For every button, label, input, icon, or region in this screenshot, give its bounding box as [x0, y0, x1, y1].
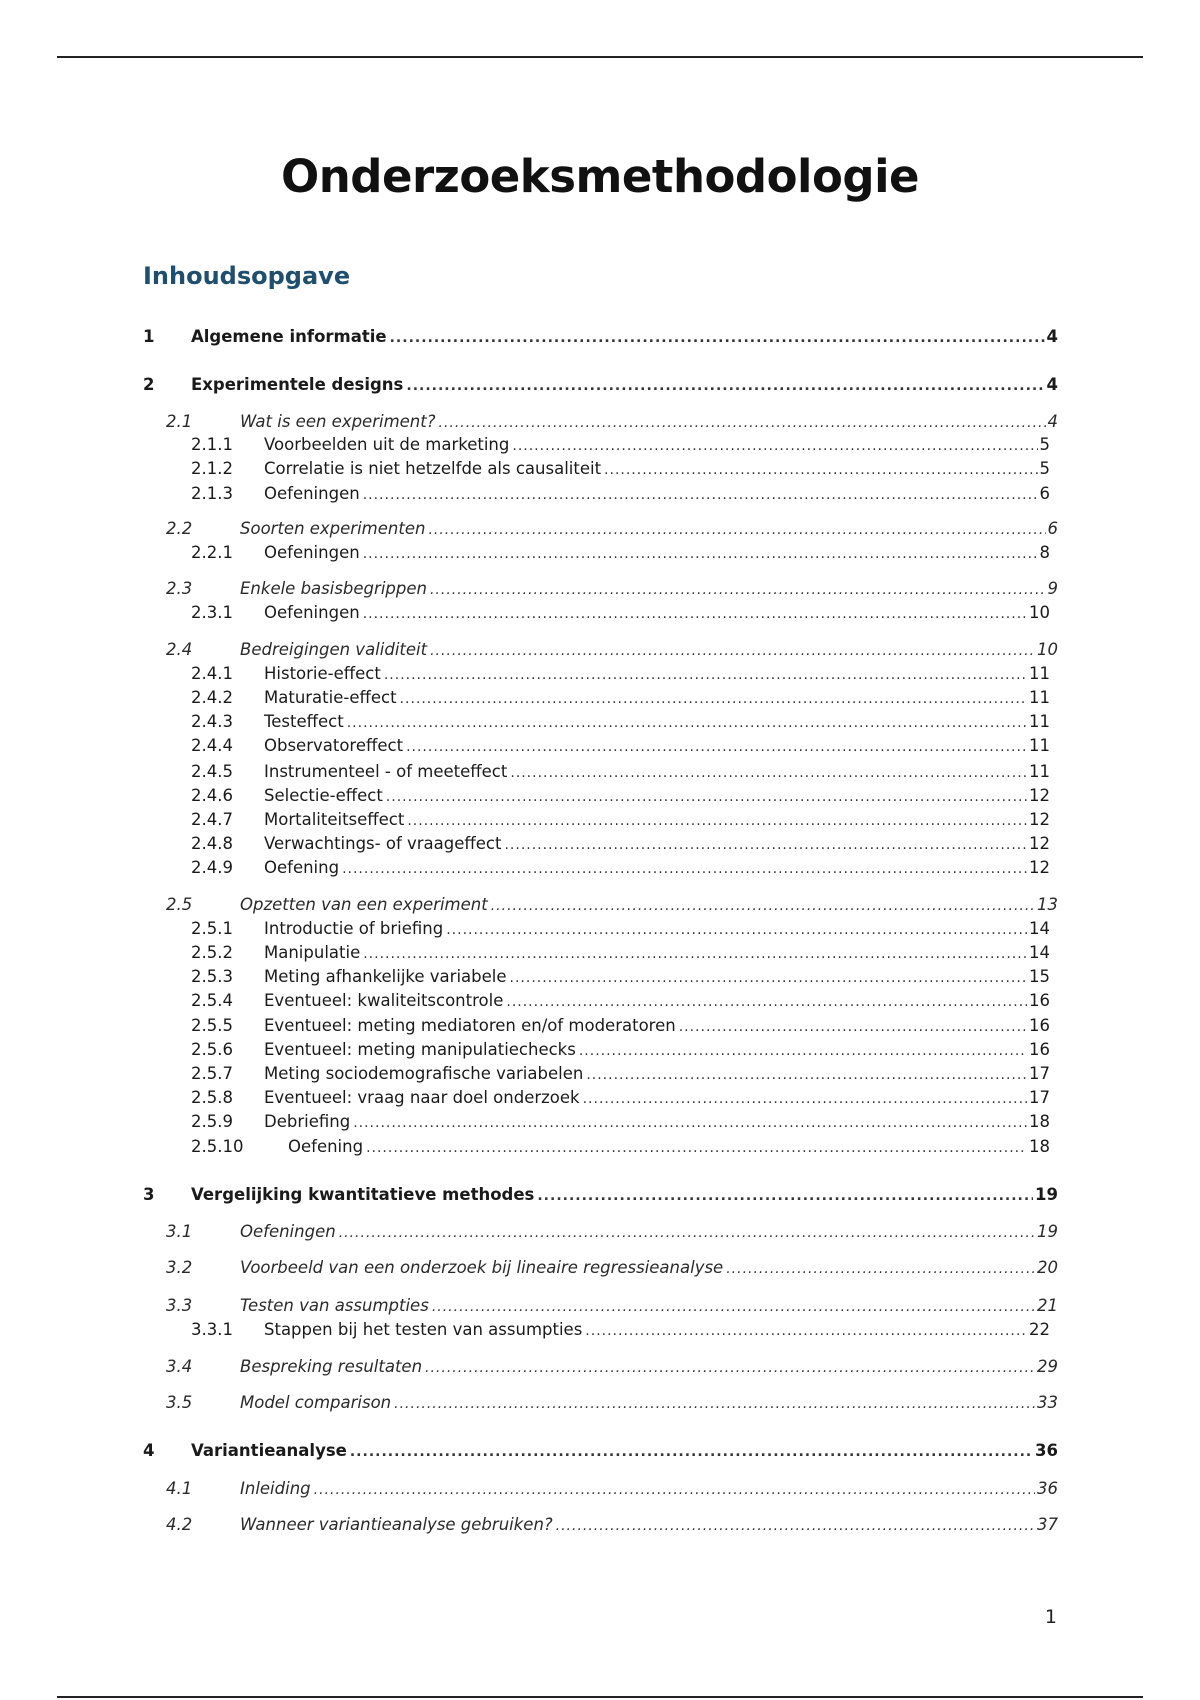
toc-entry-line: [264, 941, 1050, 966]
toc-dot-leader: [491, 894, 1035, 918]
toc-dot-leader: [504, 833, 1027, 857]
toc-entry-title: Verwachtings- of vraageffect: [264, 834, 502, 853]
toc-entry-title: Instrumenteel - of meeteffect: [264, 762, 508, 781]
toc-entry-page: 16: [1029, 1040, 1050, 1059]
toc-entry[interactable]: [0, 734, 1200, 758]
toc-entry-line: [240, 893, 1058, 918]
toc-entry-page: 14: [1029, 919, 1050, 938]
toc-entry-page: 9: [1047, 579, 1058, 598]
toc-entry-number: 2.2.1: [191, 543, 233, 562]
toc-dot-leader: [339, 1221, 1035, 1245]
toc-entry-page: 18: [1029, 1137, 1050, 1156]
toc-dot-leader: [384, 663, 1027, 687]
toc-entry-number: 2.5: [166, 895, 193, 914]
toc-entry-page: 12: [1029, 810, 1050, 829]
toc-entry-number: 2.5.6: [191, 1040, 233, 1059]
toc-entry[interactable]: [0, 1355, 1200, 1379]
toc-dot-leader: [537, 1184, 1033, 1208]
toc-entry-number: 3.3: [166, 1296, 193, 1315]
toc-dot-leader: [386, 785, 1027, 809]
toc-entry-number: 2.5.1: [191, 919, 233, 938]
toc-entry[interactable]: [0, 373, 1200, 397]
toc-entry-number: 2.4.2: [191, 688, 233, 707]
toc-entry-title: Debriefing: [264, 1112, 351, 1131]
toc-entry-page: 14: [1029, 943, 1050, 962]
toc-entry-line: [264, 832, 1050, 857]
toc-entry-number: 2.4: [166, 640, 193, 659]
toc-entry[interactable]: [0, 1135, 1200, 1159]
toc-entry[interactable]: [0, 1062, 1200, 1086]
toc-entry-page: 20: [1037, 1258, 1058, 1277]
toc-entry-title: Bedreigingen validiteit: [240, 640, 428, 659]
toc-entry-title: Oefeningen: [264, 484, 360, 503]
toc-entry-number: 2.3.1: [191, 603, 233, 622]
toc-entry-page: 17: [1029, 1088, 1050, 1107]
toc-entry[interactable]: [0, 832, 1200, 856]
toc-entry[interactable]: [0, 482, 1200, 506]
toc-entry-line: [264, 1014, 1050, 1039]
toc-entry-title: Eventueel: meting mediatoren en/of moderatoren: [264, 1016, 676, 1035]
toc-dot-leader: [366, 1136, 1027, 1160]
toc-dot-leader: [400, 687, 1027, 711]
toc-entry-page: 11: [1029, 664, 1050, 683]
toc-entry-number: 2.4.9: [191, 858, 233, 877]
toc-entry[interactable]: [0, 893, 1200, 917]
toc-entry-line: [264, 482, 1050, 507]
toc-entry-line: [264, 541, 1050, 566]
toc-dot-leader: [428, 518, 1045, 542]
toc-entry-number: 2.3: [166, 579, 193, 598]
toc-entry-page: 4: [1046, 375, 1058, 394]
toc-dot-leader: [406, 735, 1027, 759]
toc-entry-page: 8: [1039, 543, 1050, 562]
toc-entry[interactable]: [0, 541, 1200, 565]
toc-entry[interactable]: [0, 1014, 1200, 1038]
toc-entry[interactable]: [0, 1110, 1200, 1134]
toc-entry-title: Enkele basisbegrippen: [240, 579, 427, 598]
toc-entry-title: Historie-effect: [264, 664, 381, 683]
toc-dot-leader: [407, 809, 1027, 833]
toc-dot-leader: [506, 990, 1027, 1014]
toc-dot-leader: [342, 857, 1027, 881]
toc-entry-title: Meting afhankelijke variabele: [264, 967, 507, 986]
toc-dot-leader: [439, 411, 1046, 435]
toc-entry-line: [264, 808, 1050, 833]
toc-entry-page: 37: [1037, 1515, 1058, 1534]
toc-entry-line: [264, 989, 1050, 1014]
toc-entry[interactable]: [0, 517, 1200, 541]
toc-entry-page: 10: [1037, 640, 1058, 659]
toc-entry-line: [264, 686, 1050, 711]
toc-entry-number: 4.1: [166, 1479, 193, 1498]
toc-entry-page: 11: [1029, 712, 1050, 731]
toc-entry-page: 36: [1037, 1479, 1058, 1498]
toc-entry[interactable]: [0, 808, 1200, 832]
toc-entry-page: 6: [1039, 484, 1050, 503]
toc-dot-leader: [726, 1257, 1035, 1281]
toc-entry[interactable]: [0, 1038, 1200, 1062]
toc-entry[interactable]: [0, 989, 1200, 1013]
toc-dot-leader: [363, 602, 1027, 626]
toc-entry-line: [264, 917, 1050, 942]
toc-entry[interactable]: [0, 1513, 1200, 1537]
toc-dot-leader: [604, 458, 1037, 482]
toc-entry-line: [240, 410, 1058, 435]
toc-entry-line: [264, 1110, 1050, 1135]
toc-entry[interactable]: [0, 760, 1200, 784]
toc-entry[interactable]: [0, 433, 1200, 457]
toc-entry[interactable]: [0, 1220, 1200, 1244]
toc-entry-number: 2.5.9: [191, 1112, 233, 1131]
toc-entry-title: Soorten experimenten: [240, 519, 426, 538]
toc-dot-leader: [350, 1440, 1033, 1464]
toc-entry-line: [240, 577, 1058, 602]
toc-entry-number: 2.4.4: [191, 736, 233, 755]
toc-entry[interactable]: [0, 577, 1200, 601]
toc-entry-title: Maturatie-effect: [264, 688, 397, 707]
toc-entry[interactable]: [0, 1318, 1200, 1342]
toc-entry-title: Observatoreffect: [264, 736, 404, 755]
toc-entry-line: [240, 517, 1058, 542]
toc-entry-number: 3: [143, 1185, 155, 1204]
toc-entry[interactable]: [0, 1183, 1200, 1207]
toc-entry-line: [240, 1220, 1058, 1245]
toc-entry-page: 16: [1029, 991, 1050, 1010]
toc-entry[interactable]: [0, 662, 1200, 686]
toc-entry-number: 2.4.3: [191, 712, 233, 731]
toc-entry-page: 36: [1035, 1441, 1058, 1460]
toc-dot-leader: [394, 1392, 1035, 1416]
toc-entry-line: [240, 1477, 1058, 1502]
toc-entry-line: [264, 1086, 1050, 1111]
toc-entry-page: 29: [1037, 1357, 1058, 1376]
toc-entry[interactable]: [0, 784, 1200, 808]
toc-entry-line: [240, 1355, 1058, 1380]
toc-dot-leader: [579, 1039, 1027, 1063]
toc-entry-title: Stappen bij het testen van assumpties: [264, 1320, 583, 1339]
toc-entry-line: [240, 1513, 1058, 1538]
toc-entry-page: 16: [1029, 1016, 1050, 1035]
toc-heading: Inhoudsopgave: [143, 262, 351, 290]
toc-entry-page: 11: [1029, 688, 1050, 707]
toc-entry-number: 2.1: [166, 412, 193, 431]
toc-entry-page: 11: [1029, 736, 1050, 755]
toc-entry[interactable]: [0, 941, 1200, 965]
toc-dot-leader: [430, 578, 1046, 602]
toc-entry-title: Inleiding: [240, 1479, 311, 1498]
toc-entry-title: Wanneer variantieanalyse gebruiken?: [240, 1515, 553, 1534]
toc-entry[interactable]: [0, 1477, 1200, 1501]
toc-entry-line: [264, 601, 1050, 626]
toc-entry-line: [240, 638, 1058, 663]
toc-dot-leader: [510, 966, 1027, 990]
toc-entry-number: 2.5.4: [191, 991, 233, 1010]
toc-dot-leader: [406, 374, 1044, 398]
toc-entry-number: 2.5.5: [191, 1016, 233, 1035]
toc-entry-number: 2.5.7: [191, 1064, 233, 1083]
toc-entry-page: 5: [1039, 459, 1050, 478]
toc-entry-number: 3.2: [166, 1258, 193, 1277]
toc-entry-number: 3.3.1: [191, 1320, 233, 1339]
toc-entry-title: Correlatie is niet hetzelfde als causaliteit: [264, 459, 602, 478]
toc-dot-leader: [585, 1319, 1027, 1343]
toc-entry-page: 4: [1047, 412, 1058, 431]
toc-entry-title: Wat is een experiment?: [240, 412, 436, 431]
toc-dot-leader: [363, 942, 1027, 966]
toc-entry-line: [264, 856, 1050, 881]
toc-entry-title: Bespreking resultaten: [240, 1357, 423, 1376]
toc-entry-page: 11: [1029, 762, 1050, 781]
toc-entry-number: 2.1.1: [191, 435, 233, 454]
toc-dot-leader: [353, 1111, 1027, 1135]
toc-entry-number: 2.5.3: [191, 967, 233, 986]
toc-dot-leader: [556, 1514, 1035, 1538]
toc-entry-page: 12: [1029, 834, 1050, 853]
toc-entry-line: [264, 1038, 1050, 1063]
toc-entry-title: Eventueel: kwaliteitscontrole: [264, 991, 504, 1010]
toc-entry-number: 2.4.6: [191, 786, 233, 805]
toc-entry-line: [240, 1294, 1058, 1319]
toc-entry-page: 15: [1029, 967, 1050, 986]
toc-entry[interactable]: [0, 601, 1200, 625]
toc-dot-leader: [512, 434, 1037, 458]
toc-dot-leader: [425, 1356, 1035, 1380]
toc-entry-page: 5: [1039, 435, 1050, 454]
toc-entry-number: 2.4.5: [191, 762, 233, 781]
toc-dot-leader: [390, 326, 1045, 350]
toc-entry-title: Eventueel: meting manipulatiechecks: [264, 1040, 576, 1059]
toc-entry[interactable]: [0, 1256, 1200, 1280]
toc-entry-line: [264, 1318, 1050, 1343]
toc-entry-number: 2.5.8: [191, 1088, 233, 1107]
toc-entry-number: 2.4.8: [191, 834, 233, 853]
toc-entry-line: [264, 1062, 1050, 1087]
toc-entry-page: 19: [1037, 1222, 1058, 1241]
toc-entry-title: Meting sociodemografische variabelen: [264, 1064, 584, 1083]
toc-dot-leader: [363, 542, 1038, 566]
toc-entry-page: 17: [1029, 1064, 1050, 1083]
toc-entry-line: [264, 784, 1050, 809]
toc-entry-page: 6: [1047, 519, 1058, 538]
toc-entry[interactable]: [0, 457, 1200, 481]
toc-entry[interactable]: [0, 1294, 1200, 1318]
toc-entry[interactable]: [0, 1439, 1200, 1463]
toc-dot-leader: [679, 1015, 1027, 1039]
toc-entry-title: Experimentele designs: [191, 375, 404, 394]
toc-entry-line: [191, 1183, 1058, 1208]
toc-entry-title: Voorbeelden uit de marketing: [264, 435, 510, 454]
toc-entry-number: 2.1.2: [191, 459, 233, 478]
toc-entry-line: [264, 710, 1050, 735]
toc-entry-line: [264, 433, 1050, 458]
toc-entry-title: Algemene informatie: [191, 327, 387, 346]
toc-entry-page: 18: [1029, 1112, 1050, 1131]
toc-entry-number: 2: [143, 375, 155, 394]
toc-entry-title: Oefeningen: [264, 543, 360, 562]
toc-entry-number: 2.2: [166, 519, 193, 538]
toc-entry[interactable]: [0, 1391, 1200, 1415]
toc-dot-leader: [583, 1087, 1027, 1111]
toc-entry-number: 3.4: [166, 1357, 193, 1376]
toc-entry-number: 3.5: [166, 1393, 193, 1412]
toc-entry-number: 1: [143, 327, 155, 346]
toc-entry-title: Testeffect: [264, 712, 344, 731]
toc-entry-line: [191, 1439, 1058, 1464]
toc-entry-title: Introductie of briefing: [264, 919, 444, 938]
toc-entry-line: [264, 965, 1050, 990]
toc-entry[interactable]: [0, 1086, 1200, 1110]
toc-entry-number: 4.2: [166, 1515, 193, 1534]
toc-dot-leader: [446, 918, 1027, 942]
toc-entry-page: 12: [1029, 786, 1050, 805]
toc-entry[interactable]: [0, 917, 1200, 941]
toc-dot-leader: [363, 483, 1038, 507]
toc-entry-number: 2.1.3: [191, 484, 233, 503]
toc-entry-page: 13: [1037, 895, 1058, 914]
toc-entry-number: 2.4.7: [191, 810, 233, 829]
toc-dot-leader: [430, 639, 1035, 663]
toc-entry-number: 4: [143, 1441, 155, 1460]
toc-entry-line: [191, 325, 1058, 350]
toc-entry-title: Vergelijking kwantitatieve methodes: [191, 1185, 535, 1204]
toc-entry-line: [240, 1391, 1058, 1416]
toc-entry-line: [264, 734, 1050, 759]
toc-entry-line: [288, 1135, 1050, 1160]
toc-entry-title: Eventueel: vraag naar doel onderzoek: [264, 1088, 580, 1107]
footer-rule: [57, 1696, 1143, 1698]
toc-entry[interactable]: [0, 710, 1200, 734]
toc-entry-number: 2.5.2: [191, 943, 233, 962]
toc-entry-title: Oefeningen: [240, 1222, 336, 1241]
toc-dot-leader: [347, 711, 1027, 735]
document-title: Onderzoeksmethodologie: [280, 150, 920, 203]
toc-entry-number: 2.4.1: [191, 664, 233, 683]
toc-entry-line: [264, 457, 1050, 482]
toc-entry-page: 4: [1046, 327, 1058, 346]
toc-dot-leader: [586, 1063, 1027, 1087]
toc-entry-page: 12: [1029, 858, 1050, 877]
page-number: 1: [1044, 1606, 1057, 1628]
toc-entry-line: [240, 1256, 1058, 1281]
toc-entry[interactable]: [0, 325, 1200, 349]
toc-entry-title: Selectie-effect: [264, 786, 383, 805]
toc-entry[interactable]: [0, 410, 1200, 434]
toc-entry-title: Oefening: [264, 858, 340, 877]
toc-entry-number: 2.5.10: [191, 1137, 244, 1156]
toc-dot-leader: [432, 1295, 1035, 1319]
toc-entry[interactable]: [0, 965, 1200, 989]
toc-entry-title: Mortaliteitseffect: [264, 810, 405, 829]
toc-entry[interactable]: [0, 686, 1200, 710]
toc-entry-title: Opzetten van een experiment: [240, 895, 488, 914]
toc-entry-number: 3.1: [166, 1222, 193, 1241]
toc-dot-leader: [510, 761, 1027, 785]
toc-entry-page: 19: [1035, 1185, 1058, 1204]
toc-entry-title: Oefeningen: [264, 603, 360, 622]
toc-entry-page: 33: [1037, 1393, 1058, 1412]
toc-entry-page: 22: [1029, 1320, 1050, 1339]
toc-entry[interactable]: [0, 638, 1200, 662]
toc-entry-page: 21: [1037, 1296, 1058, 1315]
toc-entry-page: 10: [1029, 603, 1050, 622]
toc-entry-title: Model comparison: [240, 1393, 392, 1412]
toc-entry-title: Voorbeeld van een onderzoek bij lineaire regressieanalyse: [240, 1258, 724, 1277]
toc-entry-line: [264, 662, 1050, 687]
toc-entry-title: Manipulatie: [264, 943, 361, 962]
toc-entry-title: Oefening: [288, 1137, 364, 1156]
toc-entry[interactable]: [0, 856, 1200, 880]
toc-dot-leader: [314, 1478, 1035, 1502]
toc-entry-title: Testen van assumpties: [240, 1296, 429, 1315]
toc-entry-title: Variantieanalyse: [191, 1441, 347, 1460]
toc-entry-line: [191, 373, 1058, 398]
toc-entry-line: [264, 760, 1050, 785]
